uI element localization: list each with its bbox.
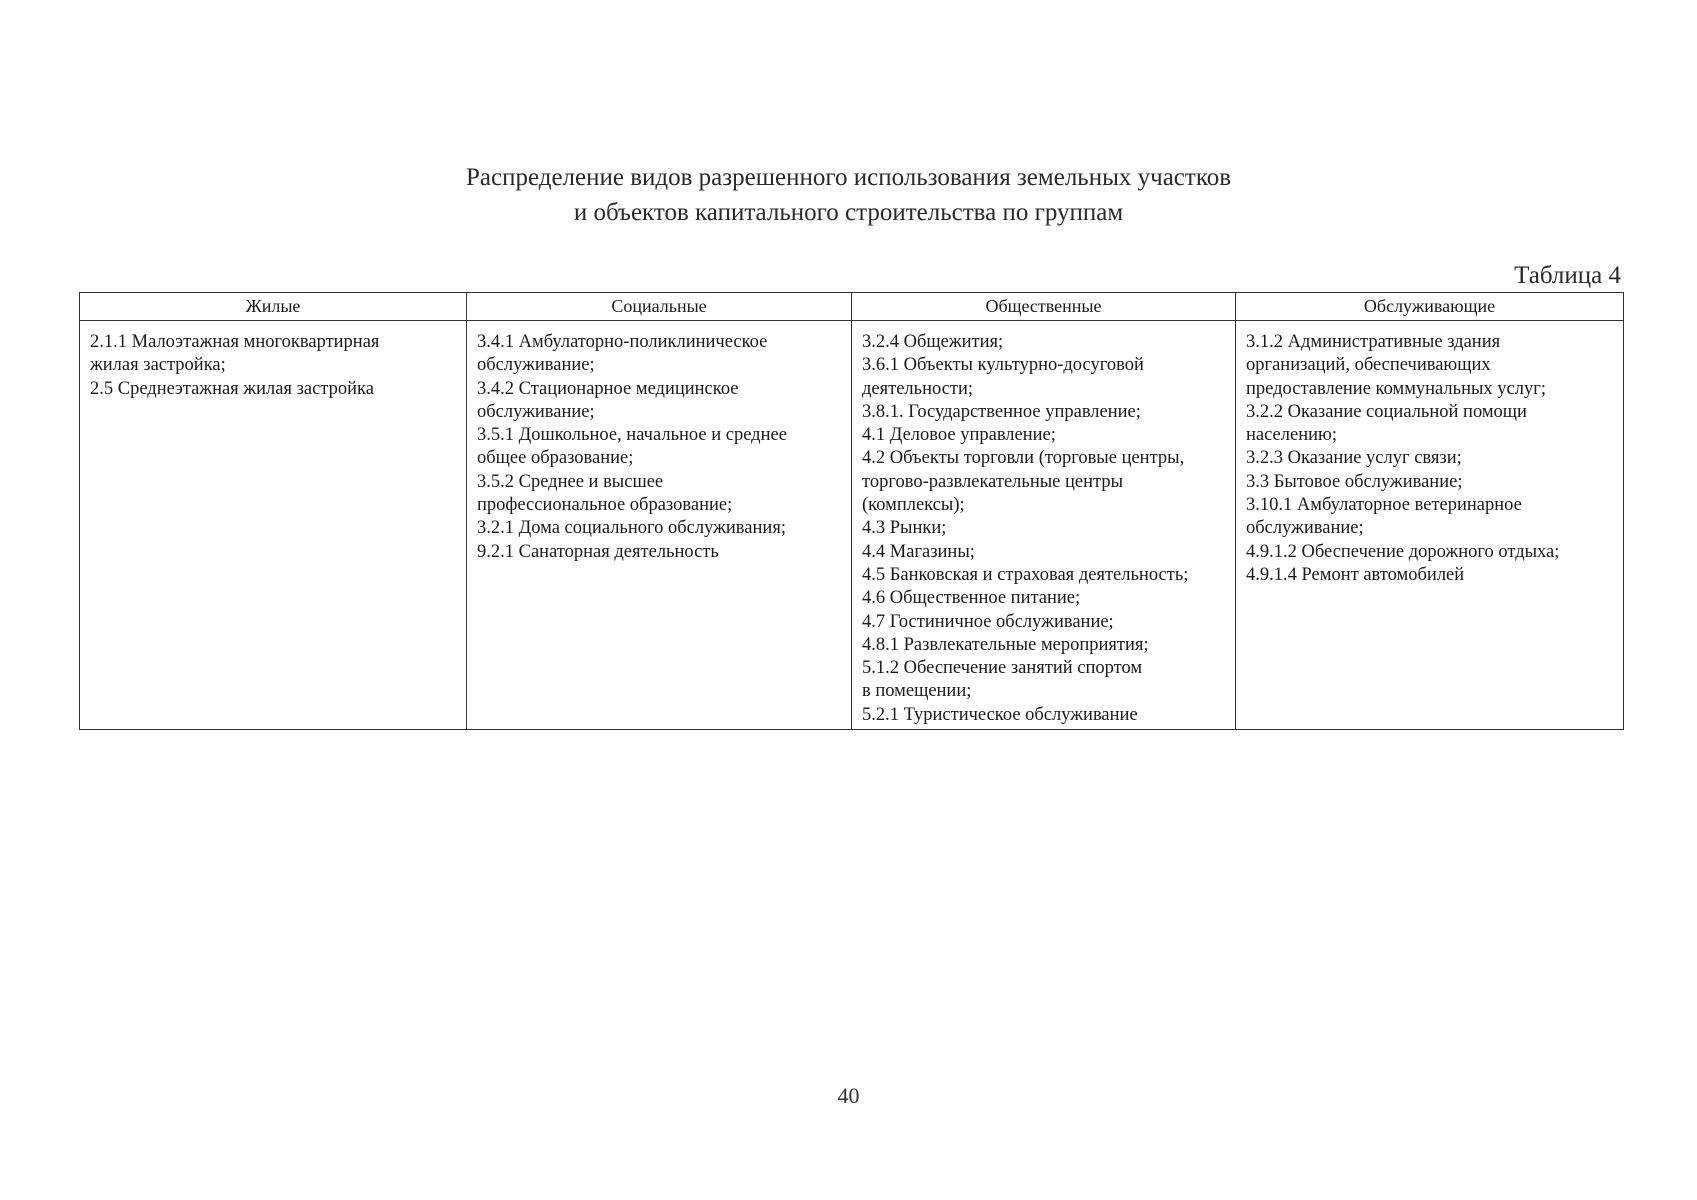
document-title xyxy=(0,160,1697,230)
list-item: 4.8.1 Развлекательные мероприятия; xyxy=(862,634,1149,655)
list-item: 3.2.3 Оказание услуг связи; xyxy=(1246,448,1462,469)
list-item: 3.4.1 Амбулаторно-поликлиническое xyxy=(477,332,768,352)
list-item: 3.3 Бытовое обслуживание; xyxy=(1246,471,1463,492)
list-item: 5.2.1 Туристическое обслуживание xyxy=(862,704,1138,725)
list-item: 4.9.1.4 Ремонт автомобилей xyxy=(1246,564,1465,585)
list-item: 4.5 Банковская и страховая деятельность; xyxy=(862,564,1189,585)
list-item: 4.1 Деловое управление; xyxy=(862,425,1056,446)
list-item: 4.4 Магазины; xyxy=(862,541,975,562)
list-item: 3.2.4 Общежития; xyxy=(862,332,1004,352)
list-item: 3.2.2 Оказание социальной помощи xyxy=(1246,401,1527,422)
list-item: обслуживание; xyxy=(1246,518,1364,539)
list-item: 5.1.2 Обеспечение занятий спортом xyxy=(862,658,1143,679)
table-row xyxy=(80,321,1624,730)
list-item: 3.1.2 Административные здания xyxy=(1246,332,1501,352)
list-item: обслуживание; xyxy=(477,401,595,422)
header-service: Обслуживающие xyxy=(1236,293,1624,321)
list-item: 4.3 Рынки; xyxy=(862,518,947,539)
list-item: 3.2.1 Дома социального обслуживания; xyxy=(477,518,786,539)
list-item: 4.7 Гостиничное обслуживание; xyxy=(862,611,1114,632)
list-item: организаций, обеспечивающих xyxy=(1246,355,1491,376)
list-item: общее образование; xyxy=(477,448,634,469)
list-item: деятельности; xyxy=(862,378,974,399)
header-residential: Жилые xyxy=(80,293,467,321)
title-line-1: Распределение видов разрешенного использования земельных участков xyxy=(465,164,1231,191)
list-item: (комплексы); xyxy=(862,495,965,516)
list-item: 2.1.1 Малоэтажная многоквартирная xyxy=(90,332,380,352)
title-line-2: и объектов капитального строительства по группам xyxy=(573,199,1124,226)
list-item: 4.6 Общественное питание; xyxy=(862,588,1081,609)
list-item: 4.2 Объекты торговли (торговые центры, xyxy=(862,448,1185,469)
list-item: жилая застройка; xyxy=(90,355,226,376)
table-number-label: Таблица 4 xyxy=(1514,262,1621,289)
list-item: населению; xyxy=(1246,425,1337,446)
list-item: предоставление коммунальных услуг; xyxy=(1246,378,1546,399)
list-item: в помещении; xyxy=(862,681,972,702)
list-item: обслуживание; xyxy=(477,355,595,376)
list-item: 2.5 Среднеэтажная жилая застройка xyxy=(90,378,374,399)
page-number: 40 xyxy=(837,1083,860,1108)
list-item: торгово-развлекательные центры xyxy=(862,471,1124,492)
list-item: 3.6.1 Объекты культурно-досуговой xyxy=(862,355,1144,376)
list-item: 3.5.2 Среднее и высшее xyxy=(477,471,664,492)
list-item: 9.2.1 Санаторная деятельность xyxy=(477,541,719,562)
cell-residential xyxy=(80,321,467,730)
list-item: 4.9.1.2 Обеспечение дорожного отдыха; xyxy=(1246,541,1560,562)
list-item: профессиональное образование; xyxy=(477,495,733,516)
cell-social xyxy=(467,321,852,730)
table-header-row xyxy=(80,293,1624,321)
cell-service xyxy=(1236,321,1624,730)
list-item: 3.4.2 Стационарное медицинское xyxy=(477,378,739,399)
list-item: 3.8.1. Государственное управление; xyxy=(862,401,1141,422)
land-use-groups-table xyxy=(79,292,1624,730)
list-item: 3.5.1 Дошкольное, начальное и среднее xyxy=(477,425,787,446)
header-social: Социальные xyxy=(467,293,852,321)
cell-public xyxy=(852,321,1236,730)
header-public: Общественные xyxy=(852,293,1236,321)
list-item: 3.10.1 Амбулаторное ветеринарное xyxy=(1246,495,1522,516)
